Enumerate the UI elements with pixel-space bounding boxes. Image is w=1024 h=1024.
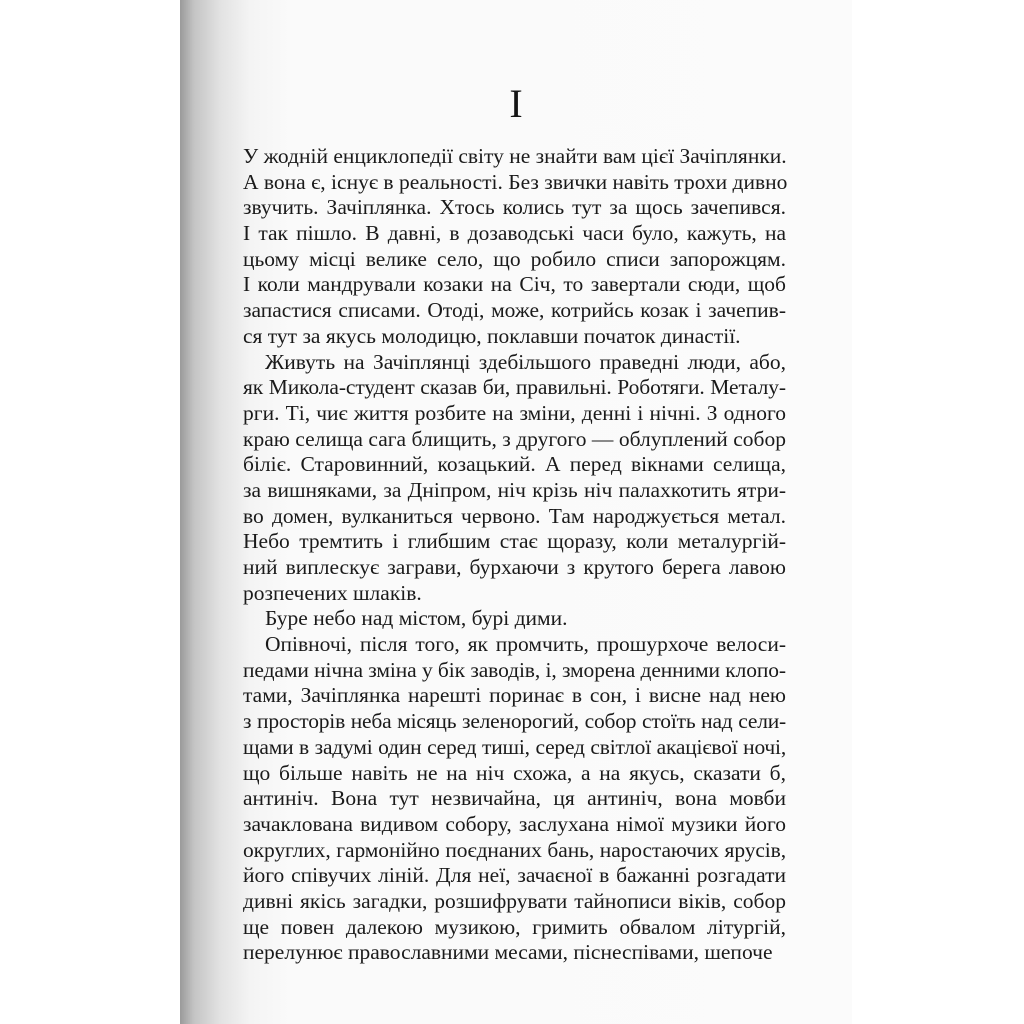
text-line: щами в задумі один серед тиші, серед світлої акацієвої ночі, <box>243 734 786 759</box>
text-line: цьому місці велике село, що робило списи запорожцям. <box>243 246 786 271</box>
text-line: запастися списами. Отоді, може, котрийсь козак і зачепив- <box>243 298 786 323</box>
text-line: дивні якісь загадки, розшифрувати тайнописи віків, собор <box>243 888 786 913</box>
text-line: розпечених шлаків. <box>243 580 422 605</box>
text-line: перелунює православними месами, піснеспівами, шепоче <box>243 940 773 965</box>
text-line: округлих, гармонійно поєднаних бань, наростаючих ярусів, <box>243 837 786 862</box>
text-line: ся тут за якусь молодицю, поклавши початок династії. <box>243 323 741 348</box>
book-page <box>180 0 852 1024</box>
text-line: за вишняками, за Дніпром, ніч крізь ніч палахкотить ятри- <box>243 477 786 502</box>
text-line: як Микола-студент сказав би, правильні. Роботяги. Металу- <box>243 375 786 400</box>
text-line: Живуть на Зачіплянці здебільшого праведні люди, або, <box>265 349 786 374</box>
text-line: тами, Зачіплянка нарешті поринає в сон, і висне над нею <box>243 683 786 708</box>
text-line: Небо тремтить і глибшим стає щоразу, коли металургій- <box>243 529 786 554</box>
text-line: А вона є, існує в реальності. Без звички навіть трохи дивно <box>243 169 788 194</box>
text-line: рги. Ті, чиє життя розбите на зміни, денні і нічні. З одного <box>243 400 786 425</box>
text-line: антиніч. Вона тут незвичайна, ця антиніч, вона мовби <box>243 786 786 811</box>
text-line: Буре небо над містом, бурі дими. <box>265 606 568 631</box>
text-line: зачаклована видивом собору, заслухана німої музики його <box>243 811 786 836</box>
text-line: педами нічна зміна у бік заводів, і, зморена денними клопо- <box>243 657 786 682</box>
text-line: його співучих ліній. Для неї, зачаєної в бажанні розгадати <box>243 863 786 888</box>
text-line: звучить. Зачіплянка. Хтось колись тут за щось зачепився. <box>243 195 786 220</box>
text-line: ний виплескує заграви, бурхаючи з крутого берега лавою <box>243 555 786 579</box>
text-line: І так пішло. В давні, в дозаводські часи було, кажуть, на <box>243 221 786 246</box>
text-line: що більше навіть не на ніч схожа, а на якусь, сказати б, <box>243 760 786 785</box>
text-line: біліє. Старовинний, козацький. А перед вікнами селища, <box>243 452 786 477</box>
body-text <box>243 144 786 966</box>
text-line: І коли мандрували козаки на Січ, то завертали сюди, щоб <box>243 272 786 297</box>
text-line: з просторів неба місяць зеленорогий, собор стоїть над сели- <box>243 709 786 734</box>
text-line: Опівночі, після того, як промчить, прошурхоче велоси- <box>265 632 786 657</box>
chapter-heading: I <box>509 81 523 126</box>
text-line: краю селища сага блищить, з другого — облуплений собор <box>243 426 786 451</box>
text-line: У жодній енциклопедії світу не знайти вам цієї Зачіплянки. <box>243 144 787 168</box>
text-line: ще повен далекою музикою, гримить обвалом літургій, <box>243 914 786 939</box>
text-line: во домен, вулканиться червоно. Там народжується метал. <box>243 503 786 528</box>
